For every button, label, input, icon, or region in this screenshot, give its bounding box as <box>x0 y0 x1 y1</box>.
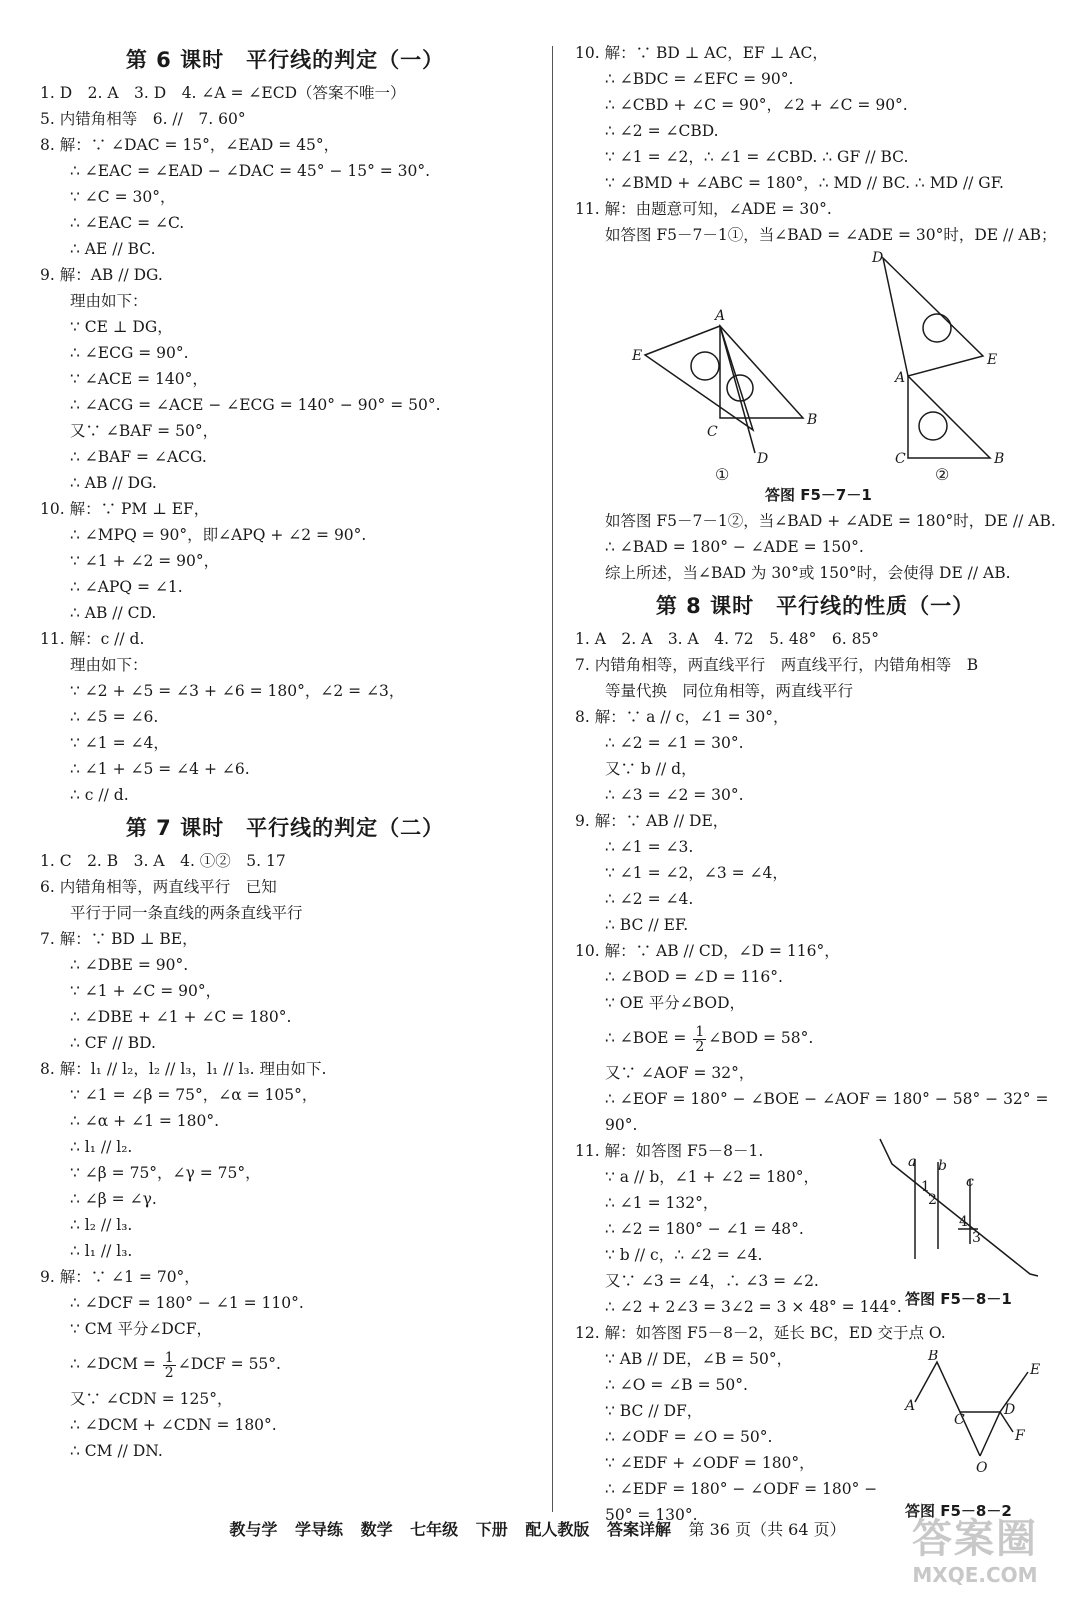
text-line: ∴ ∠CBD + ∠C = 90°，∠2 + ∠C = 90°. <box>605 96 908 114</box>
text-line: ∴ ∠2 = ∠4. <box>605 890 694 908</box>
triangle-2-acb <box>908 376 990 458</box>
section-8-body-c <box>575 1138 902 1320</box>
fig2-label-4: 4 <box>959 1214 968 1230</box>
text-line: ∴ AB // DG. <box>70 474 157 492</box>
footer-item-volume: 下册 <box>475 1520 508 1539</box>
text-line: ∴ ∠DCF = 180° − ∠1 = 110°. <box>70 1294 304 1312</box>
fig2-label-2: 2 <box>928 1192 937 1208</box>
text-line: ∵ ∠1 + ∠C = 90°， <box>70 982 222 1000</box>
fraction-half <box>693 1025 706 1054</box>
text-line: ∵ ∠1 + ∠2 = 90°， <box>70 552 220 570</box>
fig1-caption: 答图 F5－7－1 <box>765 486 872 504</box>
text-line: ∴ ∠ACG = ∠ACE − ∠ECG = 140° − 90° = 50°. <box>70 396 441 414</box>
text-line: 11. 解：由题意可知，∠ADE = 30°. <box>575 200 832 218</box>
text-line: ∴ ∠BAD = 180° − ∠ADE = 150°. <box>605 538 864 556</box>
text-line: 等量代换 同位角相等，两直线平行 <box>605 682 854 700</box>
text-line: ∴ AE // BC. <box>70 240 156 258</box>
circle-1a <box>691 352 719 380</box>
fig1-right-label-c: C <box>895 451 906 467</box>
footer-item-type: 答案详解 <box>606 1520 671 1539</box>
text-line: ∴ ∠BAF = ∠ACG. <box>70 448 207 466</box>
frac-den: 2 <box>164 1364 174 1381</box>
footer-item-subject: 数学 <box>360 1520 393 1539</box>
column-divider <box>552 46 553 1512</box>
text-line: ∴ ∠3 = ∠2 = 30°. <box>605 786 744 804</box>
frac-post: ∠BOD = 58°. <box>708 1029 814 1047</box>
text-line: 6. 内错角相等，两直线平行 已知 <box>40 878 277 896</box>
zigzag-line <box>880 1139 1038 1276</box>
right-column <box>575 40 1055 1530</box>
text-line: ∴ ∠BDC = ∠EFC = 90°. <box>605 70 794 88</box>
text-line: ∴ l₂ // l₃. <box>70 1216 133 1234</box>
fig1-right-label-a: A <box>895 370 906 386</box>
circle-2a <box>923 314 951 342</box>
text-line: ∴ ∠1 = 132°， <box>605 1194 719 1212</box>
text-line: ∴ ∠1 = ∠3. <box>605 838 694 856</box>
text-line: ∵ ∠C = 30°， <box>70 188 176 206</box>
text-line: ∴ ∠2 = ∠CBD. <box>605 122 719 140</box>
text-line: ∵ OE 平分∠BOD， <box>605 994 746 1012</box>
text-line: 10. 解：∵ AB // CD，∠D = 116°， <box>575 942 840 960</box>
problem-12-block <box>575 1320 1055 1530</box>
fig1-left-label-d: D <box>757 451 769 467</box>
fig1-left-label-c: C <box>707 424 718 440</box>
left-column <box>40 40 530 1464</box>
text-line: 又∵ ∠3 = ∠4，∴ ∠3 = ∠2. <box>605 1272 819 1290</box>
section-7-body-b <box>40 1386 530 1464</box>
text-line: ∴ ∠5 = ∠6. <box>70 708 159 726</box>
text-line: ∴ ∠DBE + ∠1 + ∠C = 180°. <box>70 1008 292 1026</box>
text-line: 1. A 2. A 3. A 4. 72 5. 48° 6. 85° <box>575 630 880 648</box>
figure-f5-8-1-drawing <box>870 1134 1040 1294</box>
text-line: 11. 解：c // d. <box>40 630 145 648</box>
text-line: ∵ b // c，∴ ∠2 = ∠4. <box>605 1246 763 1264</box>
fig2-label-c: c <box>966 1174 974 1190</box>
frac-num: 1 <box>164 1349 174 1366</box>
text-line: ∴ ∠2 = ∠1 = 30°. <box>605 734 744 752</box>
fraction-line-boe <box>575 1016 1055 1060</box>
text-line: ∴ ∠APQ = ∠1. <box>70 578 183 596</box>
text-line: 10. 解：∵ PM ⊥ EF， <box>40 500 210 518</box>
fraction-half <box>163 1351 176 1380</box>
frac-num: 1 <box>695 1023 705 1040</box>
fig2-label-1: 1 <box>921 1179 930 1195</box>
text-line: 10. 解：∵ BD ⊥ AC，EF ⊥ AC， <box>575 44 828 62</box>
fig2-label-3: 3 <box>972 1230 981 1246</box>
text-line: ∵ AB // DE，∠B = 50°， <box>605 1350 793 1368</box>
text-line: 又∵ ∠BAF = 50°， <box>70 422 219 440</box>
text-line: 8. 解：∵ a // c，∠1 = 30°， <box>575 708 789 726</box>
frac-post: ∠DCF = 55°. <box>177 1355 281 1373</box>
text-line: ∴ ∠DCM + ∠CDN = 180°. <box>70 1416 277 1434</box>
fig3-label-a: A <box>905 1398 916 1414</box>
text-line: ∴ l₁ // l₂. <box>70 1138 133 1156</box>
section-7-body-a <box>40 848 530 1342</box>
text-line: ∴ AB // CD. <box>70 604 157 622</box>
watermark-text: 答案圈 <box>912 1516 1038 1562</box>
text-line: 又∵ ∠CDN = 125°， <box>70 1390 233 1408</box>
fig3-label-c: C <box>954 1412 965 1428</box>
text-line: 1. C 2. B 3. A 4. ①② 5. 17 <box>40 852 286 870</box>
text-line: 8. 解：∵ ∠DAC = 15°，∠EAD = 45°， <box>40 136 340 154</box>
fig3-label-d: D <box>1004 1402 1016 1418</box>
figure-f5-7-1-drawing <box>575 248 1055 483</box>
text-line: 又∵ ∠AOF = 32°， <box>605 1064 755 1082</box>
watermark-logo <box>895 1515 1055 1595</box>
text-line: ∵ ∠β = 75°，∠γ = 75°， <box>70 1164 261 1182</box>
fig1-left-label-e: E <box>632 348 643 364</box>
text-line: 7. 解：∵ BD ⊥ BE， <box>40 930 198 948</box>
footer-page-number: 第 36 页（共 64 页） <box>688 1520 846 1539</box>
text-line: 9. 解：AB // DG. <box>40 266 163 284</box>
fig2-label-b: b <box>938 1158 947 1174</box>
text-line: ∴ ∠DBE = 90°. <box>70 956 189 974</box>
text-line: ∵ ∠BMD + ∠ABC = 180°，∴ MD // BC. ∴ MD // GF. <box>605 174 1004 192</box>
text-line: ∴ ∠2 + 2∠3 = 3∠2 = 3 × 48° = 144°. <box>605 1298 902 1316</box>
fig3-label-b: B <box>928 1350 939 1364</box>
text-line: 理由如下： <box>70 292 148 310</box>
frac-pre: ∴ ∠BOE = <box>605 1029 692 1047</box>
text-line: ∵ BC // DF， <box>605 1402 703 1420</box>
problem-11-block <box>575 1138 1055 1320</box>
text-line: ∴ ∠EDF = 180° − ∠ODF = 180° − <box>605 1480 878 1498</box>
frac-pre: ∴ ∠DCM = <box>70 1355 161 1373</box>
section-8-body-d <box>575 1320 946 1528</box>
text-line: ∴ CF // BD. <box>70 1034 156 1052</box>
text-line: ∴ ∠α + ∠1 = 180°. <box>70 1112 220 1130</box>
fig2-label-a: a <box>908 1154 917 1170</box>
text-line: ∴ ∠2 = 180° − ∠1 = 48°. <box>605 1220 804 1238</box>
line-a-b-c-o <box>915 1362 980 1456</box>
fig1-right-label-d: D <box>872 250 884 266</box>
figure-f5-7-1 <box>575 248 1055 508</box>
fig1-num-1: ① <box>715 465 730 483</box>
fig3-caption: 答图 F5－8－2 <box>905 1502 1012 1520</box>
text-line: ∴ l₁ // l₃. <box>70 1242 133 1260</box>
text-line: ∴ ∠BOD = ∠D = 116°. <box>605 968 783 986</box>
section-8-body-b <box>575 1060 1055 1138</box>
frac-den: 2 <box>695 1038 705 1055</box>
fig1-right-label-b: B <box>994 451 1005 467</box>
text-line: 平行于同一条直线的两条直线平行 <box>70 904 303 922</box>
text-line: ∴ ∠1 + ∠5 = ∠4 + ∠6. <box>70 760 250 778</box>
text-line: 50° = 130°. <box>605 1506 698 1524</box>
text-line: 11. 解：如答图 F5－8－1. <box>575 1142 764 1160</box>
figure-f5-8-2-drawing <box>900 1350 1050 1475</box>
text-line: ∵ ∠ACE = 140°， <box>70 370 208 388</box>
text-line: ∵ ∠1 = ∠4， <box>70 734 169 752</box>
text-line: ∴ ∠EOF = 180° − ∠BOE − ∠AOF = 180° − 58° − 32° = <box>605 1090 1049 1108</box>
text-line: ∴ ∠EAC = ∠EAD − ∠DAC = 45° − 15° = 30°. <box>70 162 431 180</box>
footer-item-publisher: 教与学 <box>229 1520 278 1539</box>
text-line: ∴ ∠O = ∠B = 50°. <box>605 1376 748 1394</box>
text-line: ∵ ∠1 = ∠2，∠3 = ∠4， <box>605 864 788 882</box>
watermark-url: MXQE.COM <box>912 1563 1038 1587</box>
fig3-label-e: E <box>1030 1362 1041 1378</box>
text-line: ∴ ∠β = ∠γ. <box>70 1190 157 1208</box>
triangle-2-dae <box>883 258 983 376</box>
text-line: ∴ CM // DN. <box>70 1442 163 1460</box>
circle-2b <box>919 412 947 440</box>
text-line: ∴ ∠ODF = ∠O = 50°. <box>605 1428 773 1446</box>
section-7-title: 第 7 课时 平行线的判定（二） <box>125 816 445 840</box>
text-line: ∵ ∠1 = ∠β = 75°，∠α = 105°， <box>70 1086 318 1104</box>
text-line: ∴ ∠ECG = 90°. <box>70 344 189 362</box>
text-line: ∵ CE ⊥ DG， <box>70 318 173 336</box>
fig1-left-label-a: A <box>715 308 726 324</box>
fig2-caption: 答图 F5－8－1 <box>905 1290 1012 1308</box>
fig1-num-2: ② <box>935 465 950 483</box>
text-line: 7. 内错角相等，两直线平行 两直线平行，内错角相等 B <box>575 656 979 674</box>
text-line: 9. 解：∵ AB // DE， <box>575 812 729 830</box>
footer-item-edition: 配人教版 <box>525 1520 590 1539</box>
text-line: 90°. <box>605 1116 638 1134</box>
text-line: ∴ ∠EAC = ∠C. <box>70 214 185 232</box>
section-8-body-a <box>575 626 1055 1016</box>
text-line: 9. 解：∵ ∠1 = 70°， <box>40 1268 200 1286</box>
text-line: 理由如下： <box>70 656 148 674</box>
fraction-line-dcm <box>40 1342 530 1386</box>
fig1-left-label-b: B <box>807 412 818 428</box>
text-line: 如答图 F5－7－1①，当∠BAD = ∠ADE = 30°时，DE // AB； <box>605 226 1057 244</box>
text-line: 如答图 F5－7－1②，当∠BAD + ∠ADE = 180°时，DE // AB. <box>605 512 1056 530</box>
fig3-label-o: O <box>976 1460 988 1475</box>
text-line: 8. 解：l₁ // l₂，l₂ // l₃，l₁ // l₃. 理由如下. <box>40 1060 327 1078</box>
fig3-label-f: F <box>1015 1428 1025 1444</box>
section-6-body <box>40 80 530 808</box>
text-line: ∵ CM 平分∠DCF， <box>70 1320 212 1338</box>
text-line: 5. 内错角相等 6. // 7. 60° <box>40 110 246 128</box>
footer-item-series: 学导练 <box>294 1520 343 1539</box>
section-7-body-d <box>575 508 1055 586</box>
text-line: ∵ a // b，∠1 + ∠2 = 180°， <box>605 1168 819 1186</box>
footer-item-grade: 七年级 <box>410 1520 459 1539</box>
text-line: ∴ BC // EF. <box>605 916 689 934</box>
text-line: ∴ ∠MPQ = 90°，即∠APQ + ∠2 = 90°. <box>70 526 367 544</box>
text-line: ∵ ∠EDF + ∠ODF = 180°， <box>605 1454 815 1472</box>
text-line: ∴ c // d. <box>70 786 129 804</box>
text-line: 综上所述，当∠BAD 为 30°或 150°时，会使得 DE // AB. <box>605 564 1011 582</box>
fig1-right-label-e: E <box>987 352 998 368</box>
text-line: 又∵ b // d， <box>605 760 697 778</box>
text-line: 12. 解：如答图 F5－8－2，延长 BC，ED 交于点 O. <box>575 1324 946 1342</box>
section-6-title: 第 6 课时 平行线的判定（一） <box>125 48 445 72</box>
text-line: ∵ ∠2 + ∠5 = ∠3 + ∠6 = 180°，∠2 = ∠3， <box>70 682 405 700</box>
text-line: ∵ ∠1 = ∠2，∴ ∠1 = ∠CBD. ∴ GF // BC. <box>605 148 909 166</box>
section-7-body-c <box>575 40 1055 248</box>
section-8-title: 第 8 课时 平行线的性质（一） <box>655 594 975 618</box>
text-line: 1. D 2. A 3. D 4. ∠A = ∠ECD（答案不唯一） <box>40 84 406 102</box>
